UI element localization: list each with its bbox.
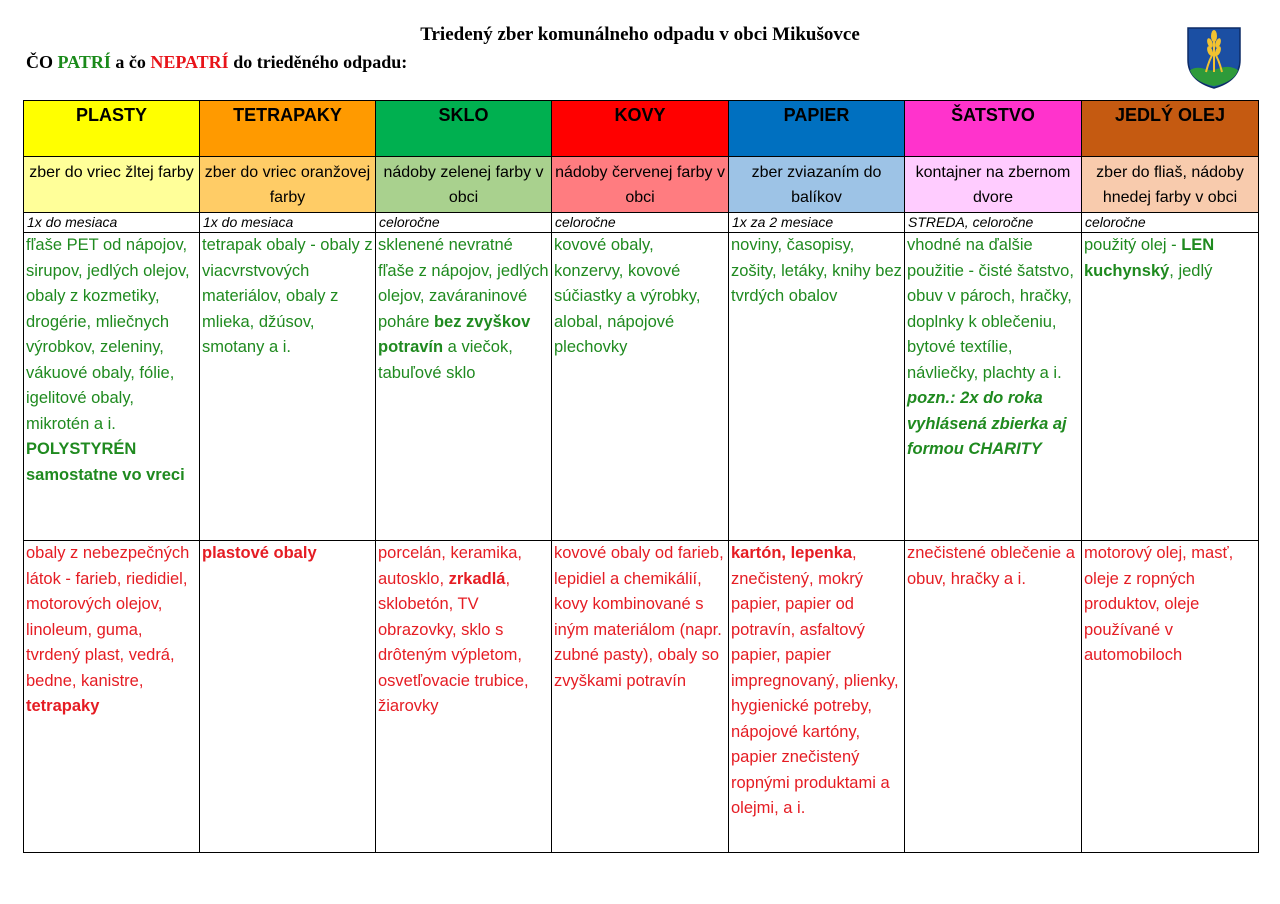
method-text: nádoby zelenej farby v obci — [383, 164, 544, 206]
method-tetrapaky — [200, 157, 376, 213]
allowed-satstvo — [905, 233, 1082, 541]
method-papier — [729, 157, 905, 213]
document-subtitle — [26, 52, 407, 73]
freq-jedly-olej: celoročne — [1082, 213, 1259, 233]
allowed-text: kovové obaly, konzervy, kovové súčiastky a výrobky, alobal, nápojové plechovky — [554, 236, 701, 356]
disallowed-jedly-olej — [1082, 541, 1259, 853]
allowed-emphasis: POLYSTYRÉN samostatne vo vreci — [26, 440, 185, 484]
category-name: KOVY — [614, 105, 666, 125]
header-tetrapaky — [200, 101, 376, 157]
collection-method-row — [24, 157, 1259, 213]
disallowed-satstvo — [905, 541, 1082, 853]
subtitle-mid: a čo — [110, 52, 151, 72]
allowed-sklo — [376, 233, 552, 541]
disallowed-items-row — [24, 541, 1259, 853]
disallowed-emphasis: zrkadlá — [448, 569, 506, 588]
method-plasty — [24, 157, 200, 213]
disallowed-emphasis: tetrapaky — [26, 697, 100, 715]
header-kovy — [552, 101, 729, 157]
category-name: ŠATSTVO — [951, 105, 1035, 125]
allowed-kovy — [552, 233, 729, 541]
allowed-plasty — [24, 233, 200, 541]
method-text: nádoby červenej farby v obci — [555, 164, 725, 206]
allowed-text: tetrapak obaly - obaly z viacvrstvových materiálov, obaly z mlieka, džúsov, smotany a i. — [202, 236, 373, 356]
allowed-papier — [729, 233, 905, 541]
method-text: zber zviazaním do balíkov — [751, 164, 882, 206]
method-text: zber do fliaš, nádoby hnedej farby v obci — [1096, 164, 1244, 206]
disallowed-emphasis: kartón, lepenka — [731, 544, 853, 562]
allowed-text: noviny, časopisy, zošity, letáky, knihy bez tvrdých obalov — [731, 236, 902, 305]
freq-papier: 1x za 2 mesiace — [729, 213, 905, 233]
header-satstvo — [905, 101, 1082, 157]
disallowed-text: , sklobetón, TV obrazovky, sklo s drôteným výpletom, osvetľovacie trubice, žiarovky — [378, 569, 529, 715]
allowed-text: sklenené nevratné fľaše z nápojov, jedlých olejov, zaváraninové poháre — [378, 236, 549, 331]
subtitle-no: NEPATRÍ — [150, 52, 229, 72]
category-name: JEDLÝ OLEJ — [1114, 105, 1226, 125]
allowed-text: použitý olej - — [1084, 236, 1182, 254]
waste-sorting-table — [23, 100, 1259, 853]
frequency-row — [24, 213, 1259, 233]
disallowed-papier — [729, 541, 905, 853]
category-name: PAPIER — [783, 105, 850, 125]
category-name: TETRAPAKY — [233, 105, 342, 125]
header-papier — [729, 101, 905, 157]
method-text: kontajner na zbernom dvore — [915, 164, 1071, 206]
freq-kovy: celoročne — [552, 213, 729, 233]
freq-satstvo: STREDA, celoročne — [905, 213, 1082, 233]
allowed-jedly-olej — [1082, 233, 1259, 541]
allowed-emphasis: bez zvyškov potravín — [378, 312, 531, 356]
method-sklo — [376, 157, 552, 213]
category-header-row — [24, 101, 1259, 157]
allowed-text: vhodné na ďalšie použitie - čisté šatstvo, obuv v pároch, hračky, doplnky k oblečeniu, bytové textílie, návliečky, plachty a i. — [907, 236, 1074, 382]
header-sklo — [376, 101, 552, 157]
disallowed-text: , znečistený, mokrý papier, papier od potravín, asfaltový papier, papier impregnovaný, plienky, hygienické potreby, nápojové kartóny, papier znečistený ropnými produktami a olejmi, a i. — [731, 544, 899, 817]
header-plasty — [24, 101, 200, 157]
allowed-text: , jedlý — [1169, 261, 1213, 280]
disallowed-text: porcelán, keramika, autosklo, — [378, 544, 522, 588]
disallowed-emphasis: plastové obaly — [202, 544, 317, 562]
disallowed-text: znečistené oblečenie a obuv, hračky a i. — [907, 544, 1075, 588]
freq-sklo: celoročne — [376, 213, 552, 233]
disallowed-tetrapaky — [200, 541, 376, 853]
allowed-text: fľaše PET od nápojov, sirupov, jedlých olejov, obaly z kozmetiky, drogérie, mliečnych výrobkov, zeleniny, vákuové obaly, fólie, igelitové obaly, mikrotén a i. — [26, 236, 190, 433]
municipal-crest-icon — [1186, 26, 1242, 90]
disallowed-kovy — [552, 541, 729, 853]
header-jedly-olej — [1082, 101, 1259, 157]
disallowed-text: kovové obaly od farieb, lepidiel a chemikálií, kovy kombinované s iným materiálom (napr. zubné pasty), obaly so zvyškami potravín — [554, 544, 724, 690]
method-kovy — [552, 157, 729, 213]
subtitle-yes: PATRÍ — [57, 52, 111, 72]
method-text: zber do vriec oranžovej farby — [204, 164, 371, 206]
allowed-emphasis: LEN kuchynský — [1084, 236, 1215, 280]
subtitle-pre: ČO — [26, 52, 58, 72]
method-text: zber do vriec žltej farby — [29, 164, 194, 181]
document-title: Triedený zber komunálneho odpadu v obci Mikušovce — [420, 24, 860, 45]
disallowed-plasty — [24, 541, 200, 853]
freq-tetrapaky: 1x do mesiaca — [200, 213, 376, 233]
method-satstvo — [905, 157, 1082, 213]
disallowed-sklo — [376, 541, 552, 853]
allowed-note: pozn.: 2x do roka vyhlásená zbierka aj formou CHARITY — [907, 389, 1067, 458]
disallowed-text: obaly z nebezpečných látok - farieb, riedidiel, motorových olejov, linoleum, guma, tvrdený plast, vedrá, bedne, kanistre, — [26, 544, 190, 690]
disallowed-text: motorový olej, masť, oleje z ropných produktov, oleje používané v automobiloch — [1084, 544, 1234, 664]
allowed-items-row — [24, 233, 1259, 541]
category-name: PLASTY — [75, 105, 147, 125]
allowed-tetrapaky — [200, 233, 376, 541]
subtitle-post: do trieděného odpadu: — [228, 52, 408, 72]
freq-plasty: 1x do mesiaca — [24, 213, 200, 233]
category-name: SKLO — [438, 105, 489, 125]
allowed-text: a viečok, tabuľové sklo — [378, 338, 513, 382]
method-jedly-olej — [1082, 157, 1259, 213]
